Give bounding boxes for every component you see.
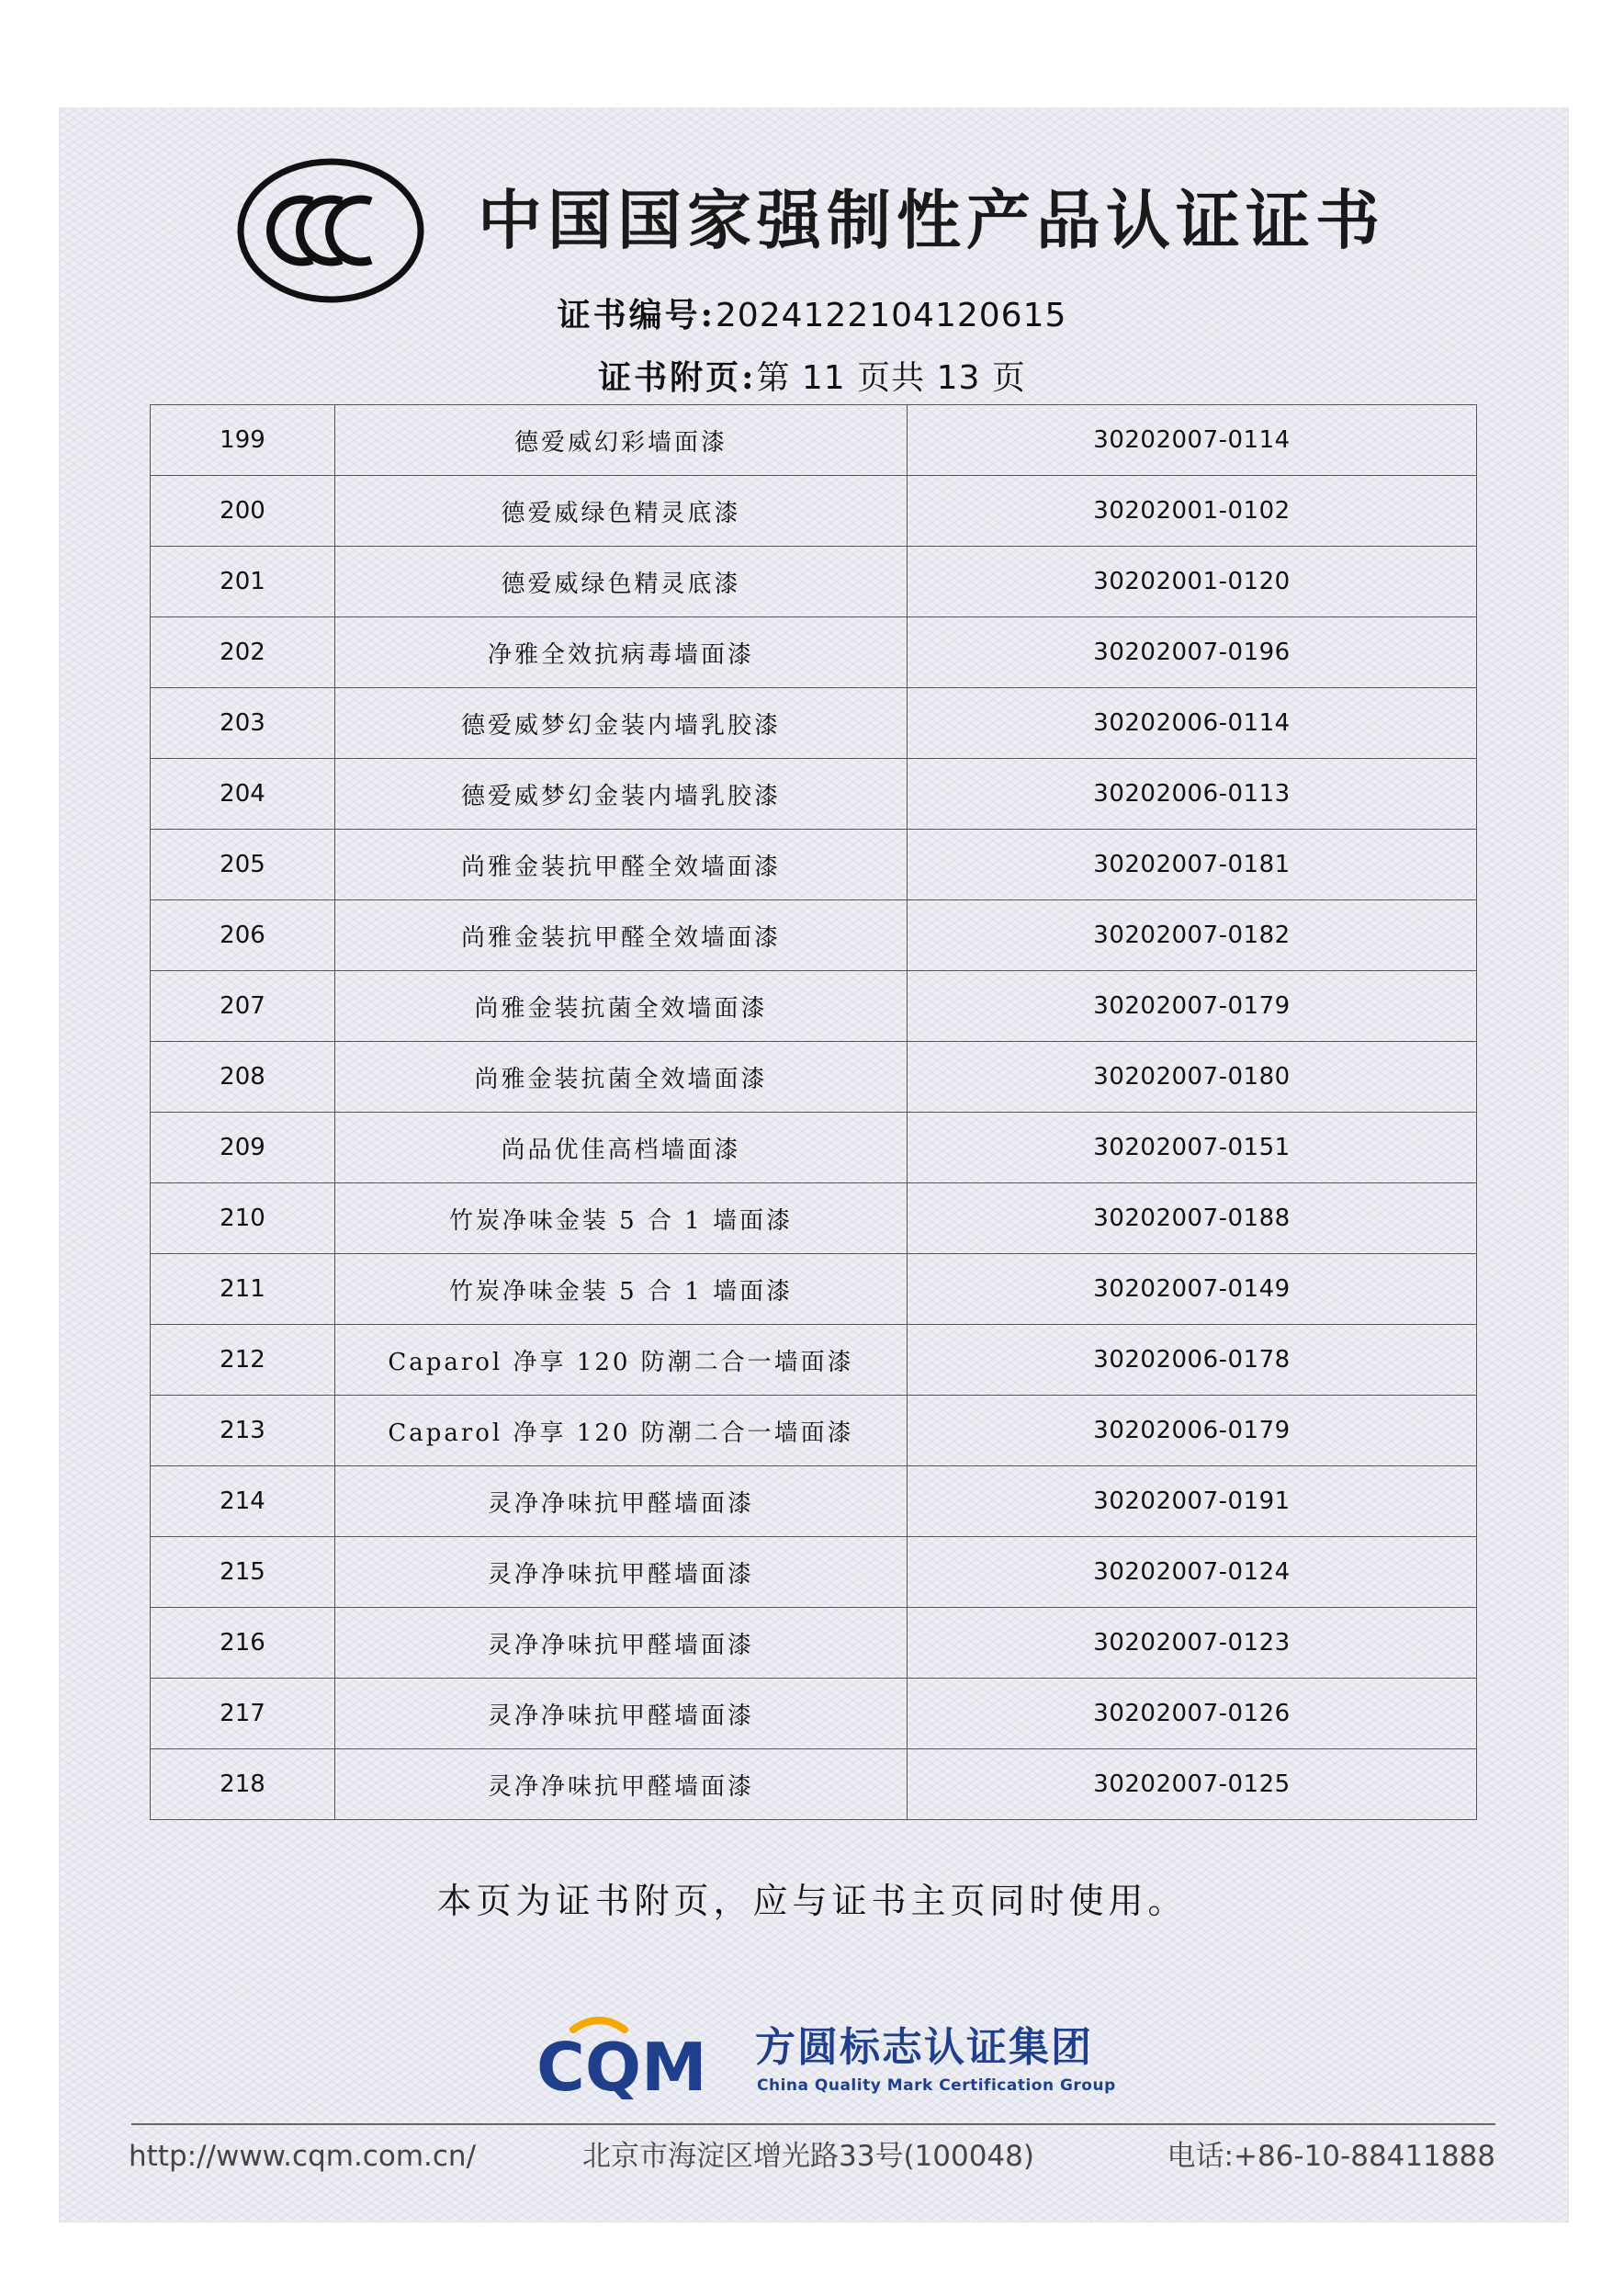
row-number: 214 (151, 1466, 335, 1537)
model-number: 30202006-0179 (908, 1396, 1477, 1466)
table-row (151, 1183, 1477, 1254)
product-name: 尚雅金装抗甲醛全效墙面漆 (335, 900, 908, 971)
model-number: 30202007-0114 (908, 405, 1477, 476)
row-number: 213 (151, 1396, 335, 1466)
row-number: 207 (151, 971, 335, 1042)
table-row (151, 971, 1477, 1042)
product-table-body (151, 405, 1477, 1820)
group-name-en: China Quality Mark Certification Group (757, 2076, 1116, 2095)
product-name: 尚雅金装抗甲醛全效墙面漆 (335, 830, 908, 900)
model-number: 30202007-0191 (908, 1466, 1477, 1537)
product-name: 灵净净味抗甲醛墙面漆 (335, 1466, 908, 1537)
model-number: 30202007-0181 (908, 830, 1477, 900)
certificate-number-label: 证书编号: (557, 296, 716, 334)
table-row (151, 1325, 1477, 1396)
appendix-page-line (0, 358, 1624, 397)
cqm-logo (535, 2008, 737, 2099)
product-name: Caparol 净享 120 防潮二合一墙面漆 (335, 1325, 908, 1396)
table-row (151, 1042, 1477, 1113)
table-row (151, 688, 1477, 759)
certificate-number: 2024122104120615 (715, 297, 1067, 334)
row-number: 202 (151, 617, 335, 688)
row-number: 210 (151, 1183, 335, 1254)
table-row (151, 830, 1477, 900)
product-name: 尚雅金装抗菌全效墙面漆 (335, 1042, 908, 1113)
table-row (151, 547, 1477, 617)
product-name: 净雅全效抗病毒墙面漆 (335, 617, 908, 688)
model-number: 30202007-0149 (908, 1254, 1477, 1325)
appendix-label: 证书附页: (598, 358, 757, 397)
product-name: 竹炭净味金装 5 合 1 墙面漆 (335, 1183, 908, 1254)
table-row (151, 1749, 1477, 1820)
model-number: 30202006-0114 (908, 688, 1477, 759)
footer-url[interactable]: http://www.cqm.com.cn/ (129, 2140, 477, 2173)
row-number: 218 (151, 1749, 335, 1820)
product-name: 灵净净味抗甲醛墙面漆 (335, 1679, 908, 1749)
table-row (151, 1113, 1477, 1183)
table-row (151, 1466, 1477, 1537)
model-number: 30202007-0182 (908, 900, 1477, 971)
certificate-number-line (0, 296, 1624, 334)
row-number: 208 (151, 1042, 335, 1113)
row-number: 209 (151, 1113, 335, 1183)
row-number: 203 (151, 688, 335, 759)
product-name: 尚品优佳高档墙面漆 (335, 1113, 908, 1183)
row-number: 201 (151, 547, 335, 617)
footer-address: 北京市海淀区增光路33号(100048) (582, 2140, 1034, 2173)
product-table (150, 404, 1477, 1820)
model-number: 30202007-0196 (908, 617, 1477, 688)
model-number: 30202001-0102 (908, 476, 1477, 547)
model-number: 30202007-0179 (908, 971, 1477, 1042)
model-number: 30202007-0126 (908, 1679, 1477, 1749)
page-title: 中国国家强制性产品认证证书 (478, 183, 1385, 258)
product-name: 德爱威梦幻金装内墙乳胶漆 (335, 688, 908, 759)
table-row (151, 1537, 1477, 1608)
row-number: 211 (151, 1254, 335, 1325)
row-number: 200 (151, 476, 335, 547)
row-number: 217 (151, 1679, 335, 1749)
table-row (151, 405, 1477, 476)
row-number: 199 (151, 405, 335, 476)
product-name: 灵净净味抗甲醛墙面漆 (335, 1749, 908, 1820)
model-number: 30202007-0124 (908, 1537, 1477, 1608)
model-number: 30202007-0188 (908, 1183, 1477, 1254)
table-row (151, 1608, 1477, 1679)
product-name: 尚雅金装抗菌全效墙面漆 (335, 971, 908, 1042)
table-row (151, 900, 1477, 971)
appendix-note: 本页为证书附页，应与证书主页同时使用。 (436, 1881, 1188, 1921)
ccc-logo (237, 157, 424, 304)
table-row (151, 617, 1477, 688)
model-number: 30202006-0113 (908, 759, 1477, 830)
footer-phone: 电话:+86-10-88411888 (1167, 2140, 1495, 2173)
group-name-cn: 方圆标志认证集团 (755, 2024, 1093, 2071)
row-number: 215 (151, 1537, 335, 1608)
row-number: 205 (151, 830, 335, 900)
model-number: 30202001-0120 (908, 547, 1477, 617)
model-number: 30202007-0151 (908, 1113, 1477, 1183)
product-name: 竹炭净味金装 5 合 1 墙面漆 (335, 1254, 908, 1325)
product-name: 灵净净味抗甲醛墙面漆 (335, 1608, 908, 1679)
model-number: 30202006-0178 (908, 1325, 1477, 1396)
table-row (151, 759, 1477, 830)
product-name: 德爱威绿色精灵底漆 (335, 476, 908, 547)
table-row (151, 1396, 1477, 1466)
model-number: 30202007-0125 (908, 1749, 1477, 1820)
product-name: 德爱威幻彩墙面漆 (335, 405, 908, 476)
appendix-page-number: 第 11 页共 13 页 (756, 359, 1026, 397)
table-row (151, 1254, 1477, 1325)
product-name: Caparol 净享 120 防潮二合一墙面漆 (335, 1396, 908, 1466)
row-number: 216 (151, 1608, 335, 1679)
row-number: 212 (151, 1325, 335, 1396)
ccc-logo-text: CCC (237, 157, 240, 158)
footer-divider (131, 2123, 1495, 2125)
product-name: 德爱威绿色精灵底漆 (335, 547, 908, 617)
row-number: 206 (151, 900, 335, 971)
cqm-logo-text: CQM (536, 2029, 707, 2099)
table-row (151, 476, 1477, 547)
product-name: 德爱威梦幻金装内墙乳胶漆 (335, 759, 908, 830)
model-number: 30202007-0123 (908, 1608, 1477, 1679)
row-number: 204 (151, 759, 335, 830)
model-number: 30202007-0180 (908, 1042, 1477, 1113)
table-row (151, 1679, 1477, 1749)
product-name: 灵净净味抗甲醛墙面漆 (335, 1537, 908, 1608)
